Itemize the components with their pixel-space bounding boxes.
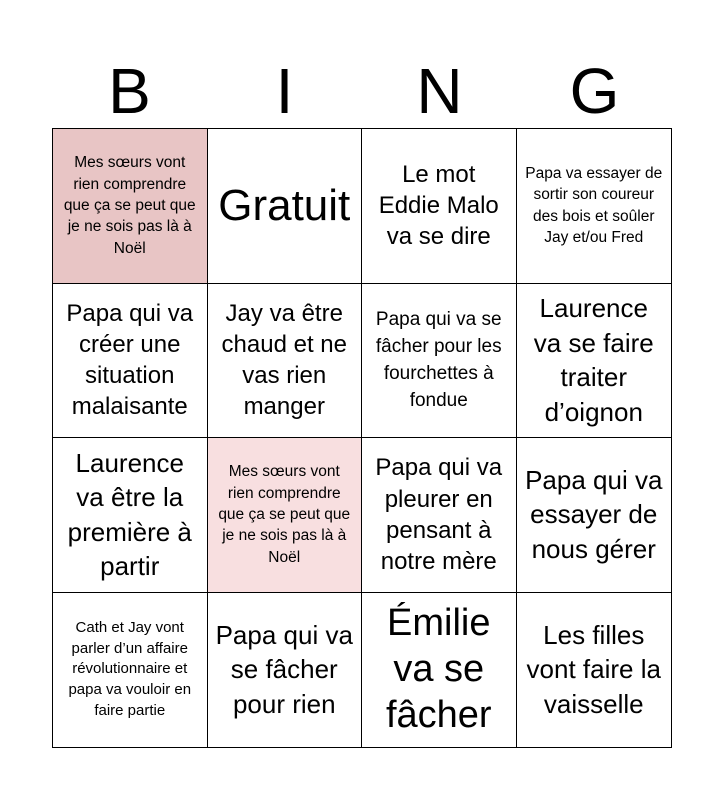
- bingo-cell-r4c4[interactable]: [517, 593, 672, 748]
- bingo-cell-r2c2[interactable]: [208, 284, 363, 439]
- bingo-cell-r4c2[interactable]: [208, 593, 363, 748]
- bingo-cell-r3c3[interactable]: [362, 438, 517, 593]
- bingo-cell-r4c1[interactable]: [53, 593, 208, 748]
- bingo-cell-r1c4[interactable]: [517, 129, 672, 284]
- bingo-cell-r4c3[interactable]: [362, 593, 517, 748]
- cell-text: Les filles vont faire la vaisselle: [526, 619, 661, 720]
- bingo-cell-r1c1[interactable]: [53, 129, 208, 284]
- bingo-cell-r2c1[interactable]: [53, 284, 208, 439]
- cell-text: Mes sœurs vont rien comprendre que ça se peut que je ne sois pas là à Noël: [218, 463, 351, 566]
- bingo-cell-r3c1[interactable]: [53, 438, 208, 593]
- bingo-cell-r1c2[interactable]: [208, 129, 363, 284]
- bingo-header: [52, 55, 672, 127]
- bingo-cell-r1c3[interactable]: [362, 129, 517, 284]
- cell-text: Papa va essayer de sortir son coureur des bois et soûler Jay et/ou Fred: [525, 165, 663, 247]
- header-letter-i: I: [275, 55, 294, 127]
- header-letter-g: G: [569, 55, 620, 127]
- cell-text: Papa qui va créer une situation malaisante: [66, 299, 194, 421]
- cell-text: Cath et Jay vont parler d’un affaire révolutionnaire et papa va vouloir en faire partie: [68, 619, 192, 719]
- cell-text: Le mot Eddie Malo va se dire: [378, 160, 499, 251]
- bingo-board: [52, 128, 672, 748]
- bingo-cell-r3c4[interactable]: [517, 438, 672, 593]
- cell-text: Papa qui va essayer de nous gérer: [525, 464, 663, 565]
- header-letter-b: B: [108, 55, 151, 127]
- cell-text: Émilie va se fâcher: [385, 602, 492, 736]
- cell-text: Laurence va se faire traiter d’oignon: [533, 293, 654, 427]
- bingo-cell-r2c4[interactable]: [517, 284, 672, 439]
- cell-text: Laurence va être la première à partir: [67, 447, 192, 582]
- cell-text: Papa qui va se fâcher pour rien: [215, 619, 353, 720]
- cell-text: Papa qui va se fâcher pour les fourchettes à fondue: [375, 308, 502, 412]
- cell-text: Papa qui va pleurer en pensant à notre mère: [375, 454, 503, 575]
- bingo-cell-r3c2[interactable]: [208, 438, 363, 593]
- bingo-cell-r2c3[interactable]: [362, 284, 517, 439]
- cell-text: Mes sœurs vont rien comprendre que ça se peut que je ne sois pas là à Noël: [63, 154, 196, 257]
- cell-text: Jay va être chaud et ne vas rien manger: [221, 299, 347, 421]
- cell-text: Gratuit: [218, 181, 351, 231]
- header-letter-n: N: [416, 55, 463, 127]
